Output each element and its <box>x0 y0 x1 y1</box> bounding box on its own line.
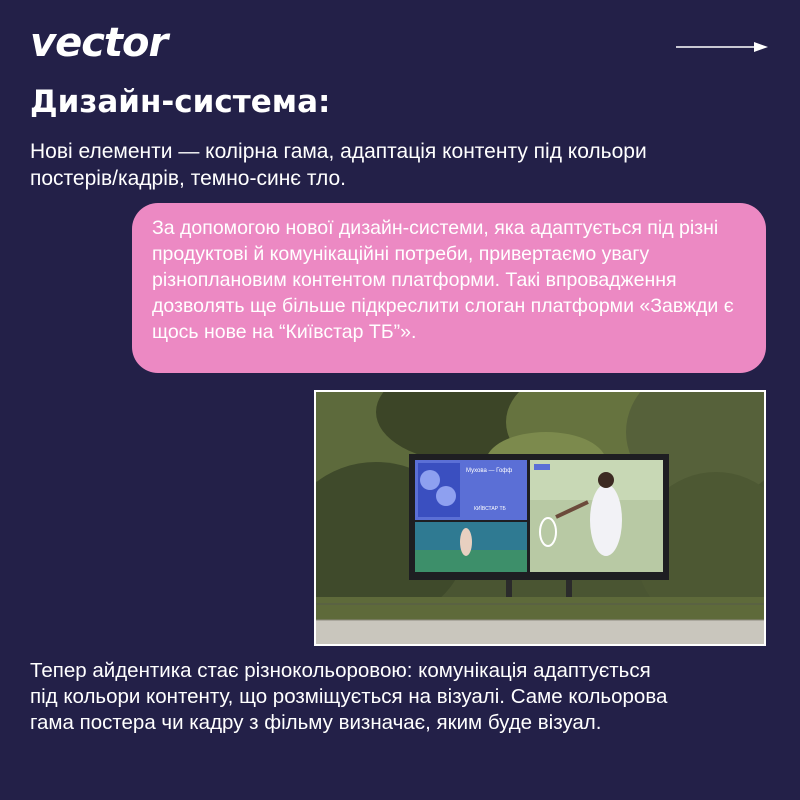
bottom-text: Тепер айдентика стає різнокольоровою: комунікація адаптується під кольори контенту, що розміщується на візуалі. Саме кольорова гама постера чи кадру з фільму визначає, яким буде візуал. <box>30 659 668 734</box>
callout-text: За допомогою нової дизайн-системи, яка адаптується під різні продуктові й комунікаційні потреби, привертаємо увагу різноплановим контентом платформи. Такі впровадження дозволять ще більше підкреслити слоган платформи «Завжди є щось нове на “Київстар ТБ”». <box>152 217 734 343</box>
billboard-headline: Мухова — Гофф <box>466 468 513 474</box>
arrow-right-icon[interactable] <box>676 40 768 54</box>
billboard-brand-label: КИЇВСТАР ТБ <box>474 506 506 512</box>
vector-logo: vector <box>30 20 168 66</box>
subtitle-text: Нові елементи — колірна гама, адаптація контенту під кольори постерів/кадрів, темно-синє тло. <box>30 140 647 190</box>
callout-bubble <box>132 203 766 373</box>
billboard-photo <box>314 390 766 646</box>
page-title: Дизайн-система: <box>30 84 331 120</box>
